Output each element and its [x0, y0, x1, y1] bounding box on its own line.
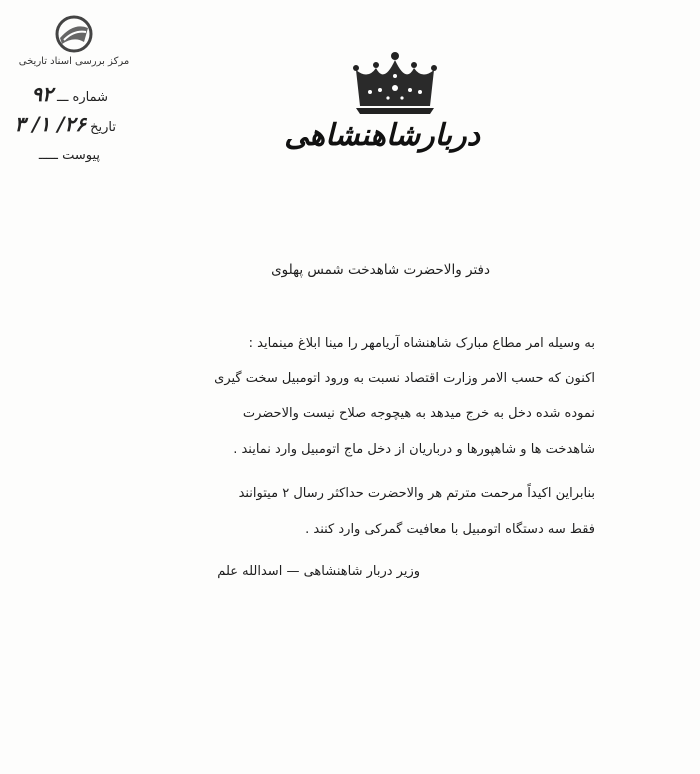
archive-logo-icon: [48, 14, 100, 56]
letter-body-line: شاهدخت ها و شاهپورها و درباریان از دخل ماج اتومبیل وارد نمایند .: [233, 442, 595, 457]
letter-body-line: نموده شده دخل به خرج میدهد به هیچوجه صلاح نیست والاحضرت: [242, 406, 595, 421]
letter-body-line: فقط سه دستگاه اتومبیل با معافیت گمرکی وارد کنند .: [305, 522, 595, 537]
letter-date-value: ۲۶/ ۱/ ۳: [14, 112, 86, 136]
court-letterhead-title: دربارشاهنشاهی: [284, 118, 480, 153]
archive-logo-caption: مرکز بررسی اسناد تاریخی: [18, 56, 130, 67]
letter-date: [8, 112, 116, 136]
letter-signature: وزیر دربار شاهنشاهی — اسدالله علم: [217, 564, 420, 579]
letter-number-value: ۹۲: [31, 82, 53, 106]
letter-enclosure: پیوست ـــــ: [38, 148, 100, 163]
letter-enclosure-label: پیوست: [62, 148, 100, 163]
letter-number-label: شماره: [72, 90, 108, 105]
letter-body-line: اکنون که حسب الامر وزارت اقتصاد نسبت به ورود اتومبیل سخت گیری: [214, 371, 595, 386]
letter-body-line: بنابراین اکیداً مرحمت مترتم هر والاحضرت حداکثر رسال ۲ میتوانند: [238, 486, 595, 501]
letter-body-line: به وسیله امر مطاع مبارک شاهنشاه آریامهر را مینا ابلاغ مینماید :: [248, 336, 595, 351]
letter-number: شماره ـــ ۹۲: [31, 82, 108, 106]
letter-addressee: دفتر والاحضرت شاهدخت شمس پهلوی: [271, 262, 490, 278]
archive-logo: [18, 14, 130, 76]
crown-icon: [350, 50, 440, 116]
letter-date-label: تاریخ: [90, 120, 116, 135]
